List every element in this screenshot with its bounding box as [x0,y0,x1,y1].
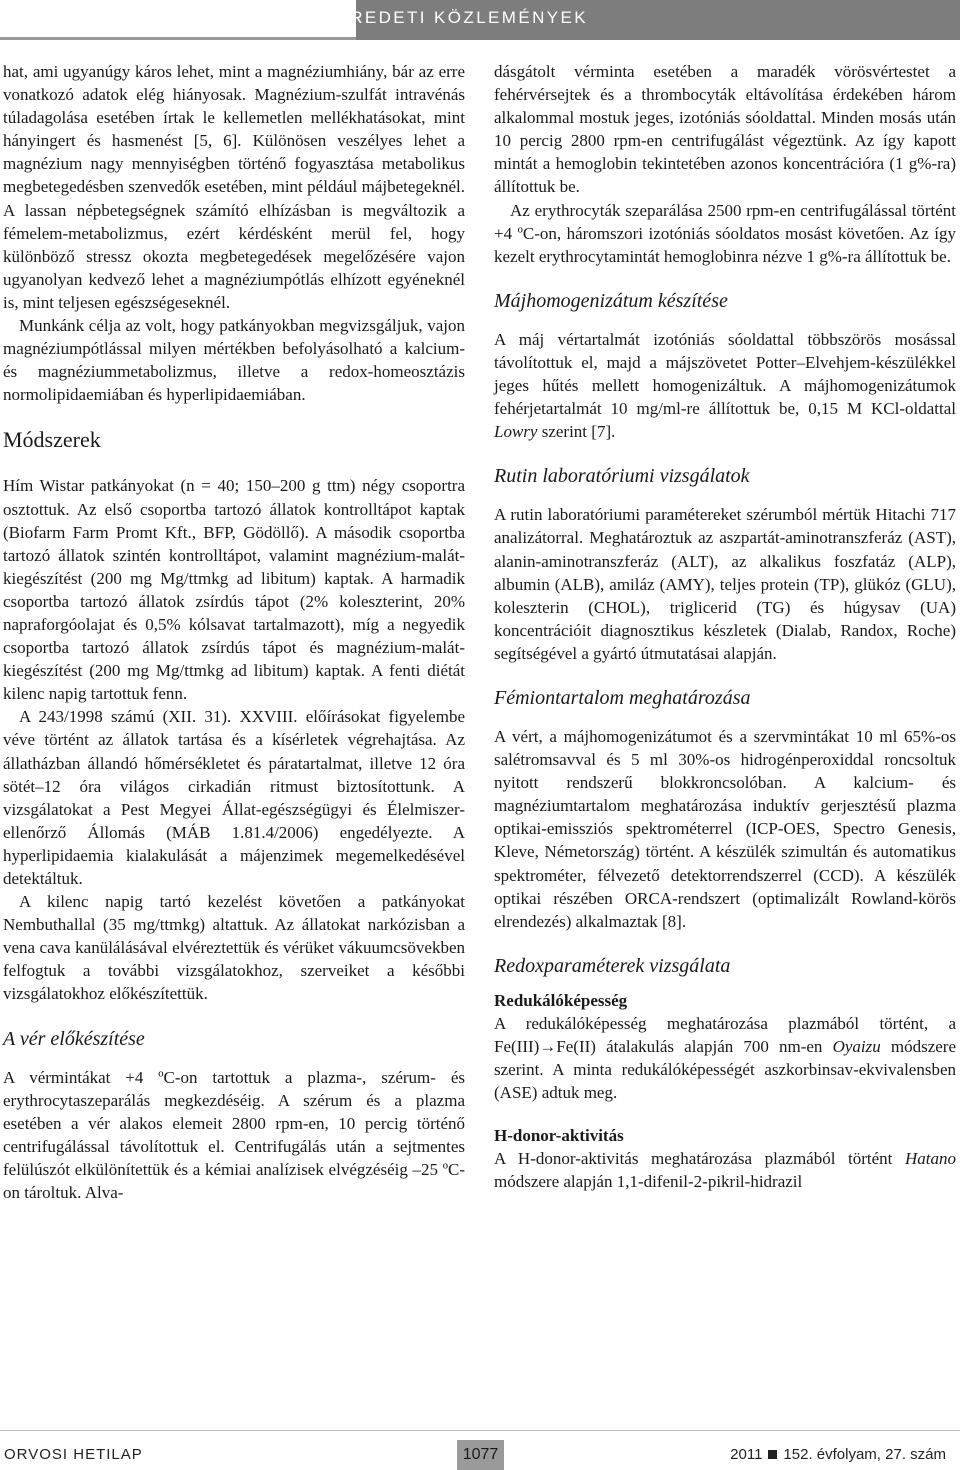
paragraph-erythrocyte-wash: dásgátolt vérminta esetében a maradék vörösvértestet a fehérvérsejtek és a thrombocyták eltávolítása érdekében három alkalommal mostuk jeges, izotóniás sóoldattal. Minden mosás után 10 percig 2800 rpm-en centrifugálást végeztünk. Az így kapott mintát a hemoglobin tekintetében azonos koncentrációra (1 g%-ra) állítottuk be. [494,62,956,197]
paragraph-intro-1: hat, ami ugyanúgy káros lehet, mint a magnéziumhiány, bár az erre vonatkozó adatok elég hiányosak. Magnézium-szulfát intravénás túladagolása esetében írtak le kellemetlen mellékhatásokat, mint hányingert és hasmenést [5, 6]. Különösen veszélyes lehet a magnézium nagy mennyiségben történő fogyasztása metabolikus megbetegedésben szenvedők esetében, mint például májbetegeknél. A lassan népbetegségnek számító elhízásban is megváltozik a fémelem-metabolizmus, ezért kérdésként merül fel, hogy különböző stressz okozta megbetegedések megelőzésére vajon ugyanolyan kedvező lehet a magnéziumpótlás elhízott egyéneknél is, mint teljesen egészségeseknél. [3,62,465,312]
heading-metal-ion: Fémiontartalom meghatározása [494,686,751,709]
section-label: EREDETI KÖZLEMÉNYEK [336,8,588,27]
left-column [3,60,465,1204]
paragraph-h-donor: A H-donor-aktivitás meghatározása plazmából történt Hatano módszere alapján 1,1-difenil-2-pikril-hidrazil [494,1149,956,1192]
journal-name: ORVOSI HETILAP [4,1446,143,1463]
issue-year: 2011 [730,1446,763,1463]
square-bullet-icon [768,1450,777,1459]
paragraph-liver: A máj vértartalmát izotóniás sóoldattal többszörös mosással távolítottuk el, majd a májszövetet Potter–Elvehjem-készülékkel jeges hűtés mellett homogenizáltuk. A májhomogenizátumok fehérjetartalmát 10 mg/ml-re állítottuk be, 0,15 M KCl-oldattal Lowry szerint [7]. [494,329,956,442]
heading-reducing-capacity: Redukálóképesség [494,990,628,1010]
heading-h-donor: H-donor-aktivitás [494,1126,624,1146]
right-column [494,60,956,1193]
paragraph-regulation: A 243/1998 számú (XII. 31). XXVIII. előírásokat figyelembe véve történt az állatok tartása és a kísérletek végrehajtása. Az állatházban állandó hőmérsékletet és páratartalmat, illetve 12 óra sötét–12 óra világos cirkadián ritmust biztosítottunk. A vizsgálatokat a Pest Megyei Állat-egészségügyi és Élelmiszer-ellenőrző Állomás (MÁB 1.81.4/2006) engedélyezte. A hyperlipidaemia kialakulását a májenzimek megemelkedésével detektáltuk. [3,707,465,888]
paragraph-metal: A vért, a májhomogenizátumot és a szervmintákat 10 ml 65%-os salétromsavval és 5 ml 30%-os hidrogénperoxiddal roncsoltuk nyitott rendszerű blokkroncsolóban. A kalcium- és magnéziumtartalom meghatározása induktív gerjesztésű plazma optikai-emissziós spektrométerrel (ICP-OES, Spectro Genesis, Kleve, Németország) történt. A készülék szimultán és automatikus spektrométer, félvezető detektorrendszerrel (CCD). A készülék optikai részében ORCA-rendszert (optimalizált Rowland-körös elrendezés) alkalmaztak [8]. [494,726,956,931]
paragraph-groups: Hím Wistar patkányokat (n = 40; 150–200 g ttm) négy csoportra osztottuk. Az első csoportba tartozó állatok kontrolltápot kaptak (Biofarm Farm Promt Kft., BFP, Gödöllő). A második csoportba tartozó állatok szintén kontrolltápot, valamint magnézium-malát-kiegészítést (200 mg Mg/ttmkg ad libitum) kaptak. A harmadik csoportba tartozó állatok zsírdús tápot (2% koleszterint, 20% napraforgóolajat és 0,5% kólsavat tartalmazott), míg a negyedik csoportba tartozó állatok zsírdús tápot és magnézium-malát-kiegészítést (200 mg Mg/ttmkg ad libitum) kaptak. A fenti diétát kilenc napig tartottuk fenn. [3,476,465,704]
heading-methods: Módszerek [3,427,101,453]
paragraph-anesthesia: A kilenc napig tartó kezelést követően a patkányokat Nembuthallal (35 mg/ttmkg) altattuk. Az állatokat narkózisban a vena cava kanülálásával elvéreztettük és vérüket vákuumcsövekben felfogtuk a további vizsgálatokhoz, szerveiket a későbbi vizsgálatokhoz előkészítettük. [3,892,465,1004]
heading-redox: Redoxparaméterek vizsgálata [494,954,731,977]
paragraph-aim: Munkánk célja az volt, hogy patkányokban megvizsgáljuk, vajon magnéziumpótlással milyen mértékben befolyásolható a kalcium- és magnéziummetabolizmus, illetve a redox-homeosztázis normolipidaemiában és hyperlipidaemiában. [3,316,465,405]
header-tab [336,0,960,40]
issue-info [730,1446,946,1463]
heading-liver-homogenate: Májhomogenizátum készítése [494,289,728,312]
heading-routine-lab: Rutin laboratóriumi vizsgálatok [494,465,750,488]
paragraph-routine: A rutin laboratóriumi paramétereket szérumból mértük Hitachi 717 analizátorral. Meghatároztuk az aszpartát-aminotranszferáz (AST), alanin-aminotranszferáz (ALT), az alkalikus foszfatáz (ALP), albumin (ALB), amiláz (AMY), teljes protein (TP), glükóz (GLU), koleszterin (CHOL), triglicerid (TG) és húgysav (UA) koncentrációit diagnosztikus készletek (Dialab, Randox, Roche) segítségével a gyártó útmutatásai alapján. [494,505,956,663]
heading-blood-preparation: A vér előkészítése [3,1027,145,1050]
paragraph-erythrocyte-separation: Az erythrocyták szeparálása 2500 rpm-en centrifugálással történt +4 ºC-on, háromszori izotóniás sóoldatos mosást követően. Az így kezelt erythrocytamintát hemoglobinra nézve 1 g%-ra állítottuk be. [494,200,956,266]
paragraph-blood: A vérmintákat +4 ºC-on tartottuk a plazma-, szérum- és erythrocytaszeparálás megkezdéséig. A szérum és a plazma esetében a vér alakos elemeit 2800 rpm-en, 10 percig történő centrifugálással távolítottuk el. Centrifugálás után a sejtmentes felülúszót elkülönítettük és a kémiai analízisek elvégzéséig –25 ºC-on tároltuk. Alva- [3,1067,465,1203]
page-number: 1077 [457,1440,504,1470]
paragraph-reducing: A redukálóképesség meghatározása plazmából történt, a Fe(III)→Fe(II) átalakulás alapján 700 nm-en Oyaizu módszere szerint. A minta redukálóképességét aszkorbinsav-ekvivalensben (ASE) adtuk meg. [494,1013,956,1103]
issue-volume: 152. évfolyam, 27. szám [783,1446,946,1463]
